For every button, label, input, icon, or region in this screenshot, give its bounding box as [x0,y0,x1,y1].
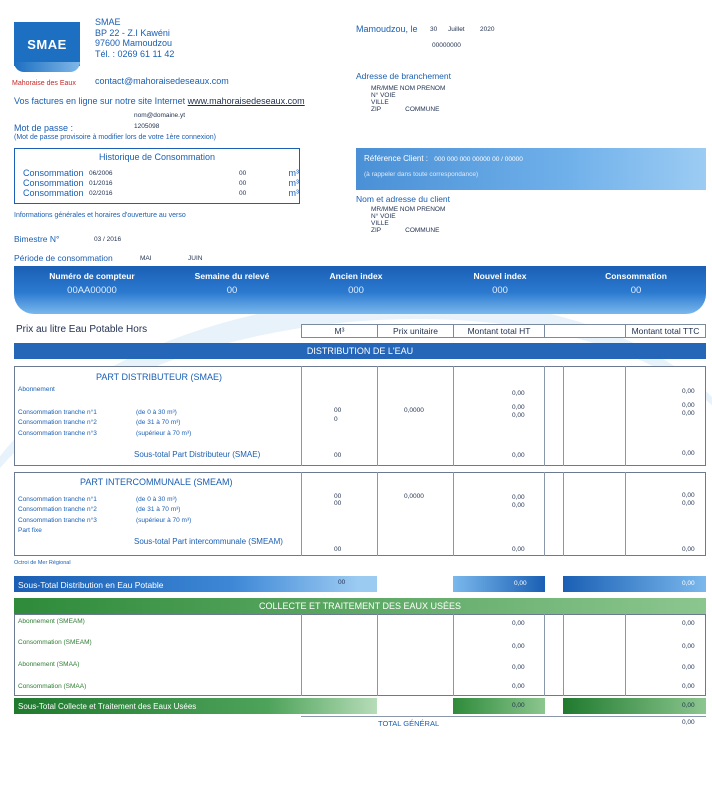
smae-ttc-t2: 0,00 [682,410,695,417]
smeam-m3-b: 00 [334,500,342,507]
meter-col-compteur: Numéro de compteur 00AA00000 [49,271,135,296]
password-label: Mot de passe : [14,123,74,133]
date-year: 2020 [480,26,495,33]
smeam-range-1: (de 0 à 30 m³) [136,496,177,503]
password-value: 1205098 [134,123,160,130]
smae-tranche-3: Consommation tranche n°3 [18,430,97,437]
grid-line [563,366,564,466]
smae-ht-t2: 0,00 [512,412,525,419]
smeam-ht-1: 0,00 [512,494,525,501]
smae-m3-b: 0 [334,416,338,423]
client-address-title: Nom et adresse du client [356,194,451,204]
meter-col-nouvel: Nouvel index 000 [473,271,527,296]
periode-from: MAI [140,255,152,262]
smeam-ttc-1: 0,00 [682,492,695,499]
collecte-row-ttc: 0,00 [682,620,695,627]
collecte-row-ttc: 0,00 [682,643,695,650]
history-row: Consommation 06/2006 00 m³ [23,168,299,178]
collecte-total-ht: 0,00 [512,702,525,709]
smeam-subtotal-label: Sous-total Part intercommunale (SMEAM) [134,537,283,546]
sender-email[interactable]: contact@mahoraisedeseaux.com [95,76,229,86]
collecte-row-label: Abonnement (SMAA) [18,661,80,668]
sender-city: 97600 Mamoudzou [95,38,173,48]
bimestre-value: 03 / 2016 [94,236,122,243]
meter-col-consommation: Consommation 00 [605,271,667,296]
smae-range-3: (supérieur à 70 m³) [136,430,192,437]
total-general-row [301,716,706,728]
periode-label: Période de consommation [14,253,113,263]
collecte-row-ht: 0,00 [512,643,525,650]
grid-line [563,472,564,556]
grid-line [453,472,454,556]
sender-name: SMAE [95,17,121,27]
website-link[interactable]: www.mahoraisedeseaux.com [187,96,305,106]
smeam-range-2: (de 31 à 70 m³) [136,506,181,513]
smae-ht-t1: 0,00 [512,404,525,411]
meter-col-ancien: Ancien index 000 [329,271,383,296]
distribution-band: DISTRIBUTION DE L'EAU [14,343,706,359]
smae-subtotal-m3: 00 [334,452,342,459]
history-row: Consommation 02/2016 00 m³ [23,188,299,198]
date-month: Juillet [448,26,465,33]
reference-value: 000 000 000 00000 00 / 00000 [434,156,523,163]
sender-address [95,17,174,59]
prix-title: Prix au litre Eau Potable Hors [16,324,148,335]
client-reference-band [356,148,706,190]
grid-line [625,472,626,556]
smeam-ttc-2: 0,00 [682,500,695,507]
smae-subtotal-label: Sous-total Part Distributeur (SMAE) [134,450,261,459]
smeam-subtotal-m3: 00 [334,546,342,553]
smeam-tranche-3: Consommation tranche n°3 [18,517,97,524]
grid-line [544,366,545,466]
bimestre-label: Bimestre N° [14,234,60,244]
smae-title: PART DISTRIBUTEUR (SMAE) [96,372,223,382]
grid-line [544,472,545,556]
smae-subtotal-ttc: 0,00 [682,450,695,457]
distribution-total-ttc: 0,00 [682,580,695,587]
smeam-subtotal-ttc: 0,00 [682,546,695,553]
octroi-label: Octroi de Mer Régional [14,560,71,566]
smae-ttc-t1: 0,00 [682,402,695,409]
client-address: MR/MME NOM PRENOM N° VOIE VILLE ZIP COMMUNE [371,206,446,234]
collecte-total-ht-cell [453,698,545,714]
smeam-title: PART INTERCOMMUNALE (SMEAM) [80,477,233,487]
smae-m3-a: 00 [334,407,342,414]
smae-abonnement: Abonnement [18,386,55,393]
login-email: nom@domaine.yt [134,112,186,119]
collecte-total-label: Sous-Total Collecte et Traitement des Eaux Usées [18,702,197,711]
smeam-tranche-2: Consommation tranche n°2 [18,506,97,513]
smae-range-2: (de 31 à 70 m³) [136,419,181,426]
grid-line [453,366,454,466]
grid-line [301,472,302,556]
collecte-row-ht: 0,00 [512,620,525,627]
collecte-row-ht: 0,00 [512,683,525,690]
branchement-title: Adresse de branchement [356,71,451,81]
smeam-ht-2: 0,00 [512,502,525,509]
password-note: (Mot de passe provisoire à modifier lors de votre 1ère connexion) [14,134,216,141]
logo-wave [14,62,80,72]
date-place: Mamoudzou, le [356,24,418,34]
collecte-row-ttc: 0,00 [682,664,695,671]
grid-line [453,614,454,696]
collecte-panel [14,614,706,696]
branchement-address: MR/MME NOM PRENOM N° VOIE VILLE ZIP COMMUNE [371,85,446,113]
collecte-row-label: Consommation (SMEAM) [18,639,92,646]
smae-ttc-abonnement: 0,00 [682,388,695,395]
distribution-total-m3: 00 [338,579,346,586]
smae-logo: SMAE [14,22,80,66]
collecte-row-ttc: 0,00 [682,683,695,690]
header-montant-ht: Montant total HT [453,324,545,338]
grid-line [625,366,626,466]
grid-line [301,614,302,696]
collecte-band: COLLECTE ET TRAITEMENT DES EAUX USÉES [14,598,706,614]
grid-line [625,614,626,696]
reference-label: Référence Client : [364,154,429,163]
smae-unit-price: 0,0000 [404,407,424,414]
smae-ht-abonnement: 0,00 [512,390,525,397]
grid-line [544,614,545,696]
sender-phone: Tél. : 0269 61 11 42 [95,48,175,59]
smeam-unit-price: 0,0000 [404,493,424,500]
header-m3: M³ [301,324,378,338]
collecte-row-label: Consommation (SMAA) [18,683,87,690]
date-day: 30 [430,26,438,33]
invoice-number: 00000000 [432,42,461,49]
history-title: Historique de Consommation [98,152,216,162]
smeam-subtotal-ht: 0,00 [512,546,525,553]
smeam-tranche-1: Consommation tranche n°1 [18,496,97,503]
grid-line [301,366,302,466]
logo-tagline: Mahoraise des Eaux [12,80,76,87]
grid-line [377,366,378,466]
history-row: Consommation 01/2016 00 m³ [23,178,299,188]
smae-tranche-2: Consommation tranche n°2 [18,419,97,426]
collecte-row-ht: 0,00 [512,664,525,671]
total-general-label: TOTAL GÉNÉRAL [378,719,440,728]
distribution-total-ht-cell [453,576,545,592]
header-montant-ttc: Montant total TTC [625,324,706,338]
grid-line [563,614,564,696]
header-prix-unitaire: Prix unitaire [377,324,454,338]
smeam-m3-a: 00 [334,493,342,500]
periode-to: JUIN [188,255,203,262]
total-general-ttc: 0,00 [682,719,695,726]
smae-tranche-1: Consommation tranche n°1 [18,409,97,416]
smeam-part-fixe: Part fixe [18,527,42,534]
header-blank [544,324,626,338]
smae-subtotal-ht: 0,00 [512,452,525,459]
collecte-row-label: Abonnement (SMEAM) [18,618,85,625]
smae-range-1: (de 0 à 30 m³) [136,409,177,416]
sender-street: BP 22 - Z.I Kawéni [95,27,170,38]
grid-line [377,472,378,556]
meter-band [14,266,706,314]
info-text: Informations générales et horaires d'ouverture au verso [14,212,186,219]
distribution-total-label: Sous-Total Distribution en Eau Potable [18,580,164,590]
distribution-total-ht: 0,00 [514,580,527,587]
online-invoice-line: Vos factures en ligne sur notre site Internet www.mahoraisedeseaux.com [14,96,305,106]
smeam-range-3: (supérieur à 70 m³) [136,517,192,524]
reference-note: (à rappeler dans toute correspondance) [364,171,479,178]
meter-col-semaine: Semaine du relevé 00 [194,271,270,296]
collecte-total-ttc: 0,00 [682,702,695,709]
history-box [14,148,300,204]
grid-line [377,614,378,696]
